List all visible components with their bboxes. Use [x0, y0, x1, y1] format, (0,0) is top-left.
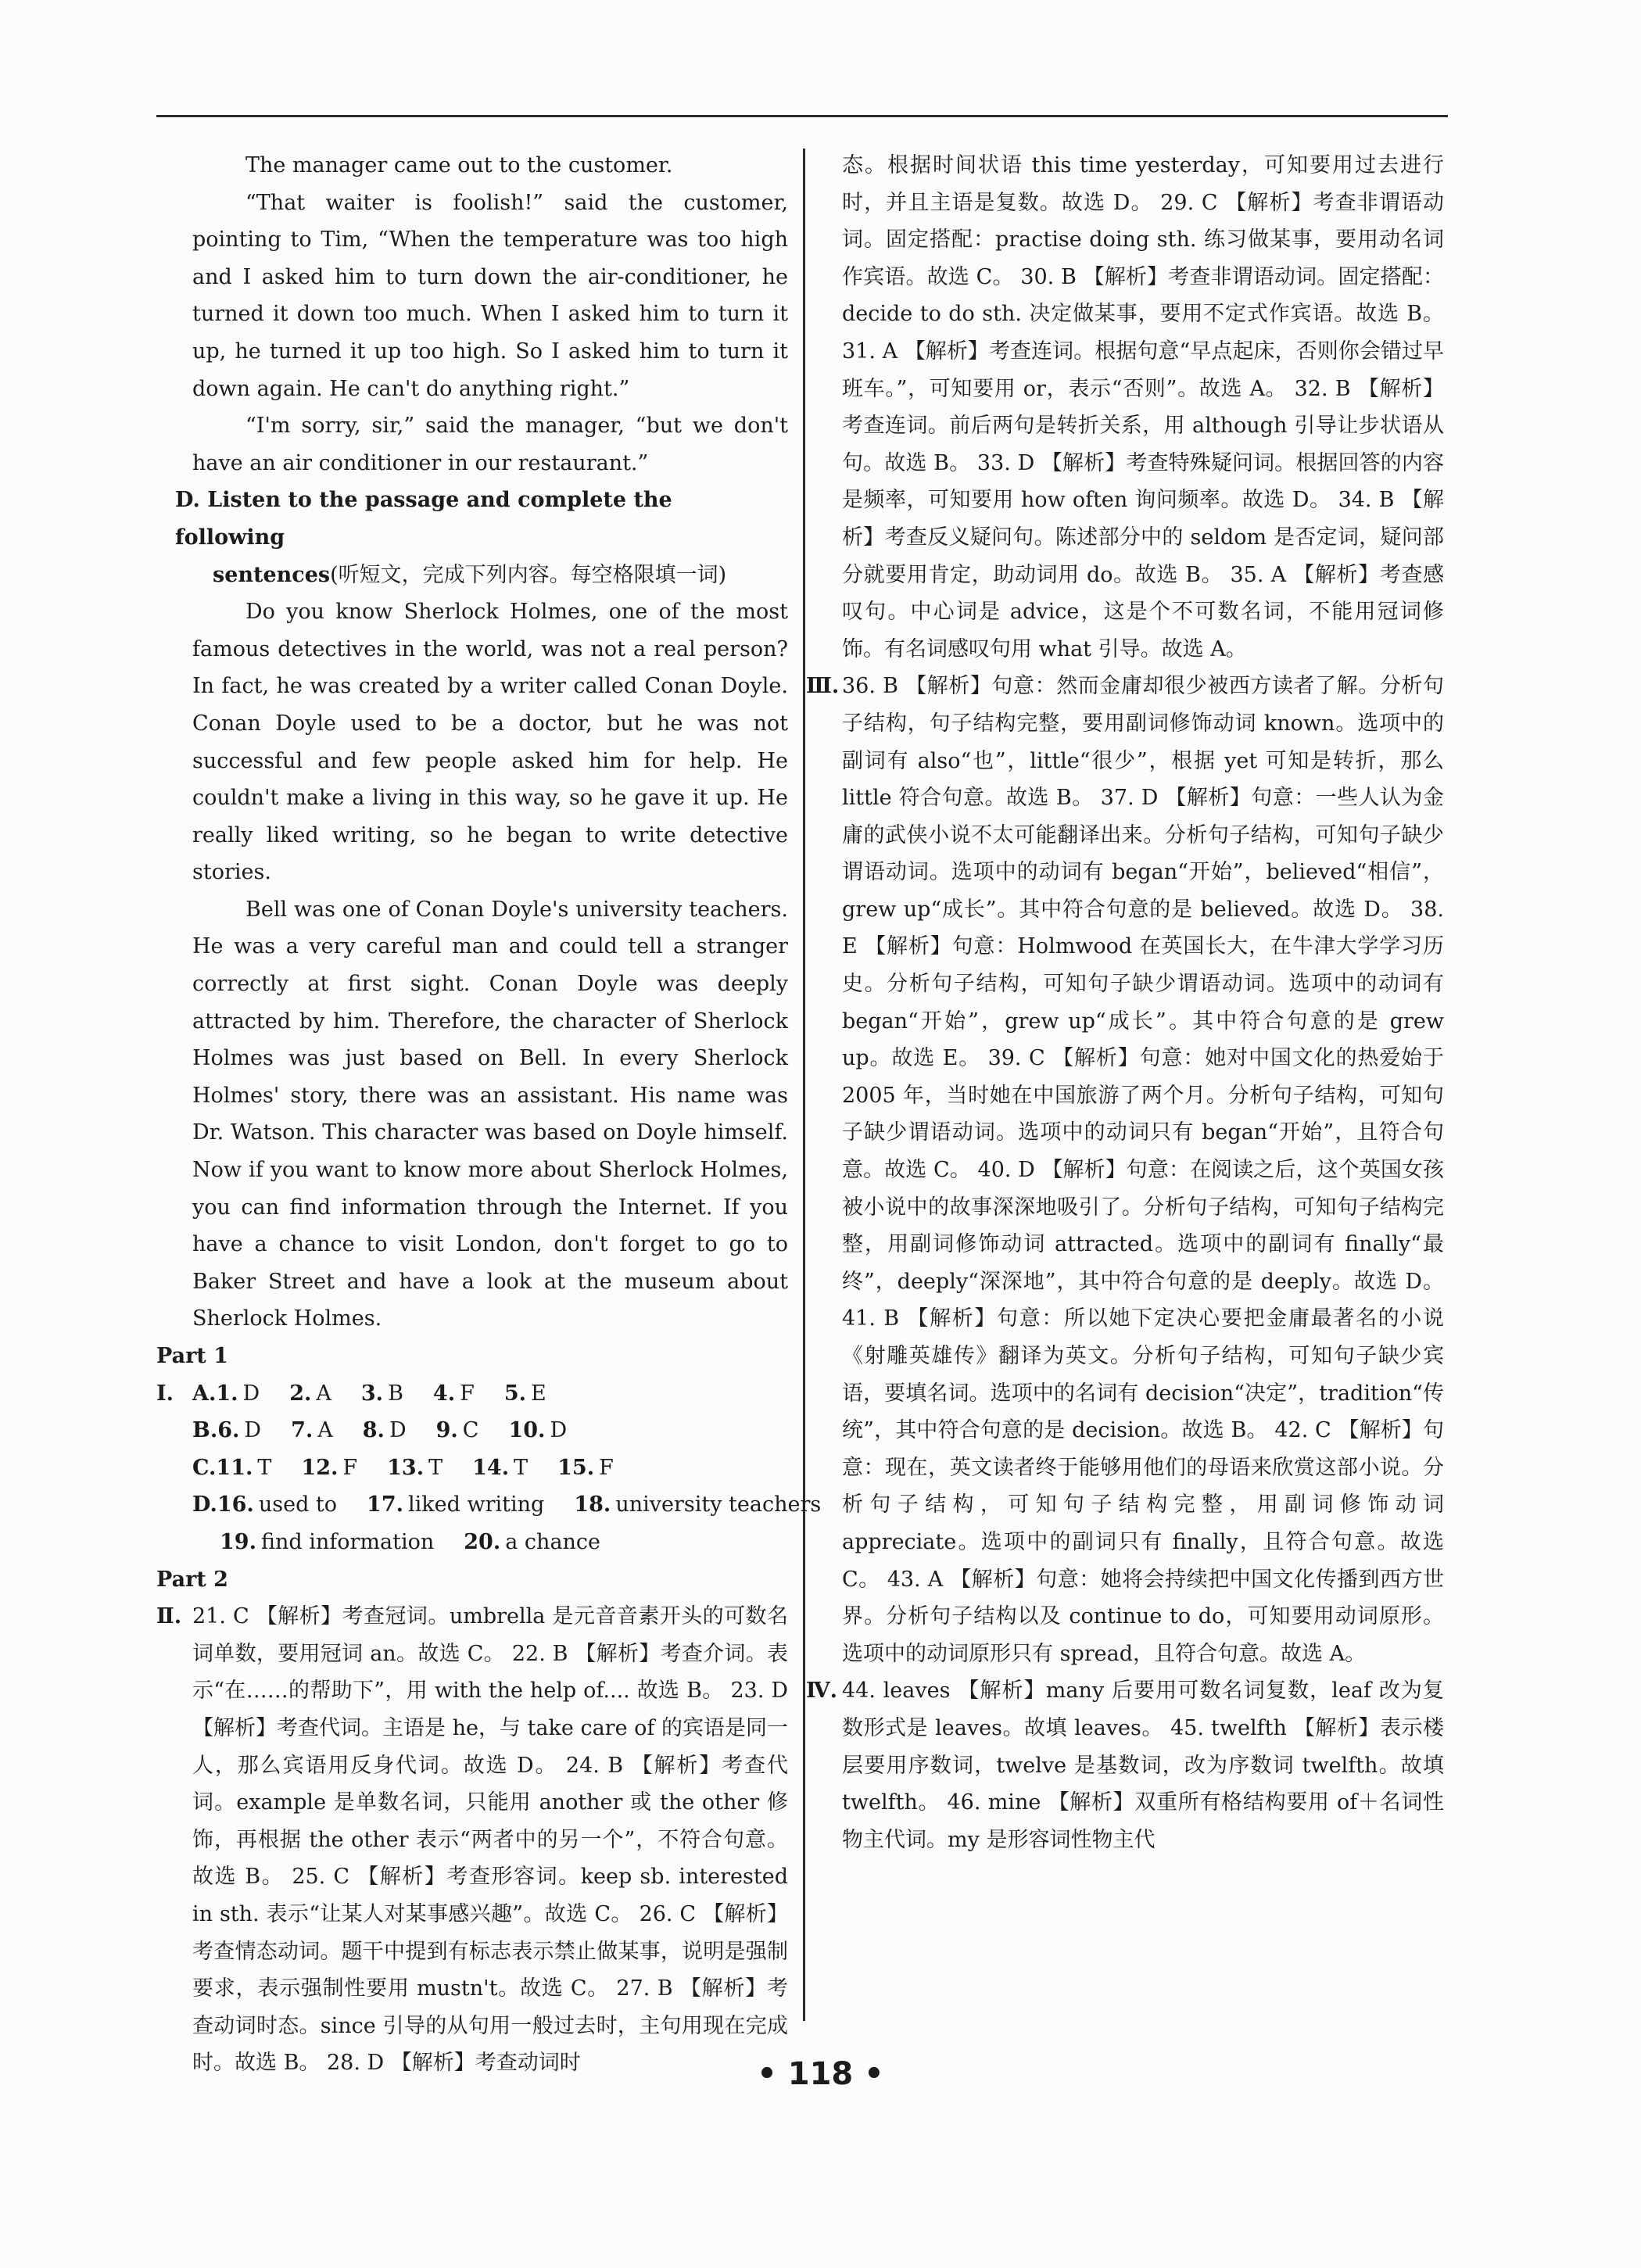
left-column — [156, 147, 822, 2082]
section-2-answers — [156, 1598, 788, 2082]
answer-item: 3. B — [360, 1381, 403, 1406]
answer-item: 20. a chance — [464, 1529, 601, 1554]
answer-item: 16. used to — [217, 1492, 338, 1517]
story-paragraph: “That waiter is foolish!” said the customer, pointing to Tim, “When the temperature was too high and I asked him to turn down the air-conditioner, he turned it down too much. When I asked him to turn it up, he turned it up too high. So I asked him to turn it down again. He can't do anything right.” — [192, 190, 788, 401]
answer-item: 15. F — [557, 1455, 614, 1480]
section-2-text: 21. C 【解析】考查冠词。umbrella 是元音音素开头的可数名词单数，要用冠词 an。故选 C。 22. B 【解析】考查介词。表示“在……的帮助下”，用 with the help of.... 故选 B。 23. D 【解析】考查代词。主语是 he，与 take care of 的宾语是同一人，那么宾语用反身代词。故选 D。 24. B 【解析】考查代词。example 是单数名词，只能用 another 或 the other 修饰，再根据 the other 表示“两者中的另一个”，不符合句意。故选 B。 25. C 【解析】考查形容词。keep sb. interested in sth. 表示“让某人对某事感兴趣”。故选 C。 26. C 【解析】考查情态动词。题干中提到有标志表示禁止做某事，说明是强制要求，表示强制性要用 mustn't。故选 C。 27. B 【解析】考查动词时态。since 引导的从句用一般过去时，主句用现在完成时。故选 B。 28. D 【解析】考查动词时 — [192, 1604, 788, 2076]
section-2-continued: 态。根据时间状语 this time yesterday，可知要用过去进行时，并且主语是复数。故选 D。 29. C 【解析】考查非谓语动词。固定搭配：practise doing sth. 练习做某事，要用动名词作宾语。故选 C。 30. B 【解析】考查非谓语动词。固定搭配：decide to do sth. 决定做某事，要用不定式作宾语。故选 B。 31. A 【解析】考查连词。根据句意“早点起床，否则你会错过早班车。”，可知要用 or，表示“否则”。故选 A。 32. B 【解析】考查连词。前后两句是转折关系，用 although 引导让步状语从句。故选 B。 33. D 【解析】考查特殊疑问词。根据回答的内容是频率，可知要用 how often 询问频率。故选 D。 34. B 【解析】考查反义疑问句。陈述部分中的 seldom 是否定词，疑问部分就要用肯定，助动词用 do。故选 B。 35. A 【解析】考查感叹句。中心词是 advice，这是个不可数名词，不能用冠词修饰。有名词感叹句用 what 引导。故选 A。 — [842, 153, 1444, 661]
answer-item: 4. F — [432, 1381, 475, 1406]
top-rule — [156, 115, 1448, 117]
answer-item: 2. A — [289, 1381, 331, 1406]
section-d-heading-text: D. Listen to the passage and complete the following — [175, 488, 672, 550]
answer-item: 8. D — [362, 1418, 407, 1443]
answer-row — [156, 1412, 788, 1449]
answer-row-label: B. — [192, 1418, 218, 1443]
answer-item: 11. T — [216, 1455, 272, 1480]
story-paragraph: “I'm sorry, sir,” said the manager, “but we don't have an air conditioner in our restaurant.” — [192, 414, 788, 475]
answer-row — [156, 1524, 788, 1561]
answer-item: 14. T — [472, 1455, 528, 1480]
answer-item: 5. E — [503, 1381, 546, 1406]
section-3-numeral: Ⅲ. — [806, 674, 840, 699]
answer-row-label: A. — [192, 1381, 217, 1406]
section-d-heading — [175, 482, 788, 593]
section-4-text: 44. leaves 【解析】many 后要用可数名词复数，leaf 改为复数形式是 leaves。故填 leaves。 45. twelfth 【解析】表示楼层要用序数词，twelve 是基数词，改为序数词 twelfth。故填 twelfth。 46. mine 【解析】双重所有格结构要用 of＋名词性物主代词。my 是形容词性物主代 — [842, 1679, 1444, 1852]
answer-row-label: D. — [192, 1492, 217, 1517]
section-2-numeral: Ⅱ. — [156, 1604, 182, 1629]
part-1-answers — [156, 1375, 822, 1561]
answer-item: 9. C — [435, 1418, 479, 1443]
part-2-title: Part 2 — [156, 1567, 228, 1592]
answer-item: 1. D — [216, 1381, 260, 1406]
passage-paragraph: Do you know Sherlock Holmes, one of the most famous detectives in the world, was not a real person? In fact, he was created by a writer called Conan Doyle. Conan Doyle used to be a doctor, but he was not successful and few people asked him for help. He couldn't make a living in this way, so he gave it up. He really liked writing, so he began to write detective stories. — [192, 600, 788, 885]
section-4-answers — [806, 1672, 1444, 1858]
right-column — [806, 147, 1444, 1858]
answer-row — [156, 1375, 788, 1413]
answer-row — [156, 1486, 822, 1524]
answer-row-label: C. — [192, 1455, 217, 1480]
section-4-numeral: Ⅳ. — [806, 1679, 838, 1704]
answer-item: 6. D — [217, 1418, 262, 1443]
passage-text — [192, 593, 788, 1338]
passage-paragraph: Bell was one of Conan Doyle's university teachers. He was a very careful man and could tell a stranger correctly at first sight. Conan Doyle was deeply attracted by him. Therefore, the character of Sherlock Holmes was just based on Bell. In every Sherlock Holmes' story, there was an assistant. His name was Dr. Watson. This character was based on Doyle himself. Now if you want to know more about Sherlock Holmes, you can find information through the Internet. If you have a chance to visit London, don't forget to go to Baker Street and have a look at the museum about Sherlock Holmes. — [192, 897, 788, 1331]
story-paragraph: The manager came out to the customer. — [245, 153, 673, 177]
part-1-title: Part 1 — [156, 1344, 228, 1368]
answer-item: 17. liked writing — [367, 1492, 545, 1517]
answer-item: 19. find information — [220, 1529, 435, 1554]
answer-item: 7. A — [291, 1418, 333, 1443]
section-3-answers — [806, 668, 1444, 1672]
answer-row — [156, 1449, 788, 1487]
answer-item: 13. T — [387, 1455, 443, 1480]
part-1-numeral: Ⅰ. — [156, 1381, 174, 1406]
section-d-heading-cn: (听短文，完成下列内容。每空格限填一词) — [330, 562, 727, 587]
answer-item: 10. D — [508, 1418, 568, 1443]
column-divider — [803, 149, 805, 2021]
section-d-heading-sub: sentences — [213, 562, 331, 587]
page-number: • 118 • — [757, 2056, 884, 2092]
section-3-text: 36. B 【解析】句意：然而金庸却很少被西方读者了解。分析句子结构，句子结构完整，要用副词修饰动词 known。选项中的副词有 also“也”，little“很少”，根据 yet 可知是转折，那么 little 符合句意。故选 B。 37. D 【解析】句意：一些人认为金庸的武侠小说不太可能翻译出来。分析句子结构，可知句子缺少谓语动词。选项中的动词有 began“开始”，believed“相信”，grew up“成长”。其中符合句意的是 believed。故选 D。 38. E 【解析】句意：Holmwood 在英国长大，在牛津大学学习历史。分析句子结构，可知句子缺少谓语动词。选项中的动词有 began“开始”，grew up“成长”。其中符合句意的是 grew up。故选 E。 39. C 【解析】句意：她对中国文化的热爱始于 2005 年，当时她在中国旅游了两个月。分析句子结构，可知句子缺少谓语动词。选项中的动词只有 began“开始”，且符合句意。故选 C。 40. D 【解析】句意：在阅读之后，这个英国女孩被小说中的故事深深地吸引了。分析句子结构，可知句子结构完整，用副词修饰动词 attracted。选项中的副词有 finally“最终”，deeply“深深地”，其中符合句意的是 deeply。故选 D。 41. B 【解析】句意：所以她下定决心要把金庸最著名的小说《射雕英雄传》翻译为英文。分析句子结构，可知句子缺少宾语，要填名词。选项中的名词有 decision“决定”，tradition“传统”，其中符合句意的是 decision。故选 B。 42. C 【解析】句意：现在，英文读者终于能够用他们的母语来欣赏这部小说。分析句子结构，可知句子结构完整，用副词修饰动词 appreciate。选项中的副词只有 finally，且符合句意。故选 C。 43. A 【解析】句意：她将会持续把中国文化传播到西方世界。分析句子结构以及 continue to do，可知要用动词原形。选项中的动词原形只有 spread，且符合句意。故选 A。 — [842, 674, 1444, 1666]
story-text — [192, 147, 788, 482]
answer-item: 12. F — [301, 1455, 358, 1480]
answer-item: 18. university teachers — [574, 1492, 822, 1517]
